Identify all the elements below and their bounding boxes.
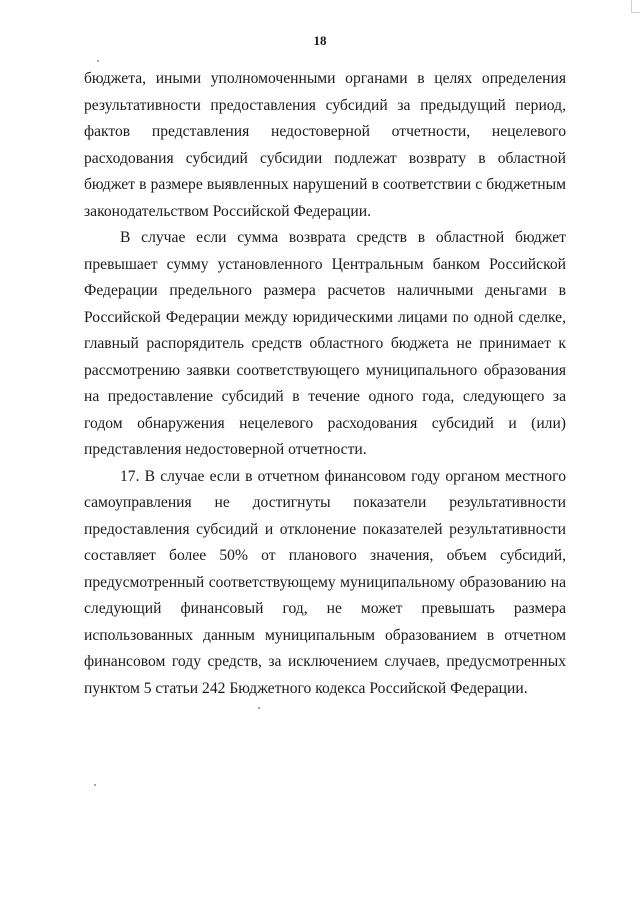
paragraph-item-17: 17. В случае если в отчетном финансовом году органом местного самоуправления не достигнуты показатели результативности предоставления субсидий и отклонение показателей результативности составляет более 50% от планового значения, объем субсидий, предусмотренный соответствующему муниципальному образованию на следующий финансовый год, не может превышать размера использованных данным муниципальным образованием в отчетном финансовом году средств, за исключением случаев, предусмотренных пунктом 5 статьи 242 Бюджетного кодекса Российской Федерации. [84,467,566,697]
paragraph-continuation: бюджета, иными уполномоченными органами в целях определения результативности предоставления субсидий за предыдущий период, фактов представления недостоверной отчетности, нецелевого расходования субсидий субсидии подлежат возврату в областной бюджет в размере выявленных нарушений в соответствии с бюджетным законодательством Российской Федерации. [84,70,566,220]
scan-speck [97,60,99,62]
scan-corner-mark [631,0,640,13]
paragraph-refund-limit: В случае если сумма возврата средств в областной бюджет превышает сумму установленного Центральным банком Российской Федерации предельного размера расчетов наличными деньгами в Российской Федерации между юридическими лицами по одной сделке, главный распорядитель средств областного бюджета не принимает к рассмотрению заявки соответствующего муниципального образования на предоставление субсидий в течение одного года, следующего за годом обнаружения нецелевого расходования субсидий и (или) представления недостоверной отчетности. [84,229,566,458]
document-body [84,66,566,702]
scan-speck [94,784,96,786]
scan-speck [258,707,260,709]
page-number: 18 [313,33,327,48]
